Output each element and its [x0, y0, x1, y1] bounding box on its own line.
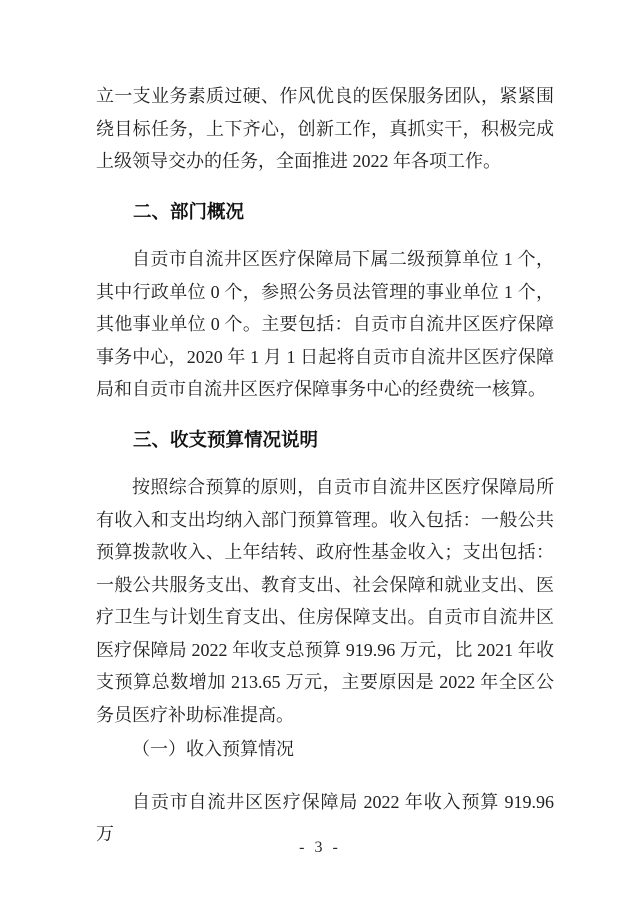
paragraph-budget-explanation: 按照综合预算的原则，自贡市自流井区医疗保障局所有收入和支出均纳入部门预算管理。收入包括：一般公共预算拨款收入、上年结转、政府性基金收入；支出包括：一般公共服务支出、教育支出、社会保障和就业支出、医疗卫生与计划生育支出、住房保障支出。自贡市自流井区医疗保障局 2022 年收支总预算 919.96 万元，比 2021 年收支预算总数增加 213.65 万元，主要原因是 2022 年全区公务员医疗补助标准提高。 — [96, 477, 554, 725]
paragraph-income-budget-continued: 自贡市自流井区医疗保障局 2022 年收入预算 919.96 万 — [96, 791, 554, 844]
section-heading-budget-explanation: 三、收支预算情况说明 — [133, 428, 319, 450]
subsection-heading-income-budget: （一）收入预算情况 — [132, 739, 294, 759]
section-heading-department-overview: 二、部门概况 — [133, 200, 245, 222]
paragraph-department-overview: 自贡市自流井区医疗保障局下属二级预算单位 1 个，其中行政单位 0 个，参照公务员法管理的事业单位 1 个，其他事业单位 0 个。主要包括：自贡市自流井区医疗保障事务中心，2020 年 1 月 1 日起将自贡市自流井区医疗保障局和自贡市自流井区医疗保障事务中心的经费统一核算。 — [96, 249, 554, 399]
paragraph-intro-continued: 立一支业务素质过硬、作风优良的医保服务团队，紧紧围绕目标任务，上下齐心，创新工作，真抓实干，积极完成上级领导交办的任务，全面推进 2022 年各项工作。 — [96, 86, 554, 171]
page-number: - 3 - — [299, 839, 341, 856]
document-body — [96, 80, 554, 851]
